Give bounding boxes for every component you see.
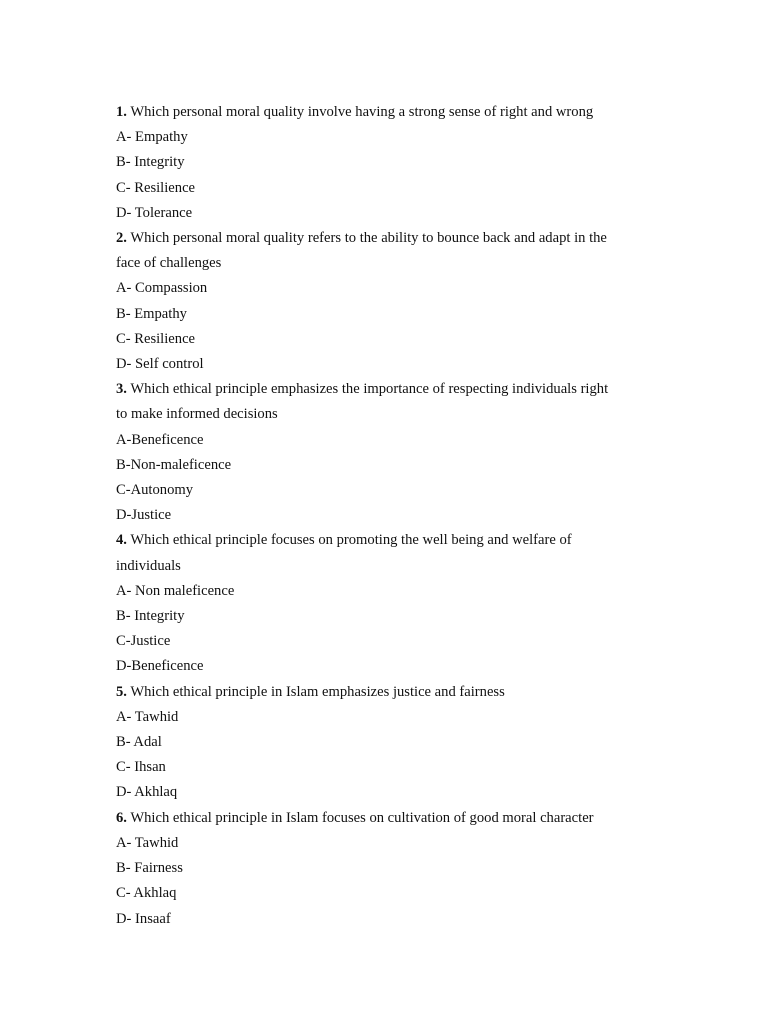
answer-option: C- Akhlaq bbox=[116, 885, 177, 902]
answer-option: A- Empathy bbox=[116, 129, 188, 146]
answer-option: D- Tolerance bbox=[116, 204, 193, 221]
question-number: 6. bbox=[116, 809, 127, 826]
question-number: 1. bbox=[116, 104, 127, 120]
answer-option: D-Justice bbox=[116, 507, 172, 524]
answer-option: C- Resilience bbox=[116, 330, 196, 347]
answer-option: B- Empathy bbox=[116, 305, 187, 322]
answer-option: A- Non maleficence bbox=[116, 582, 235, 599]
question-text-continued: individuals bbox=[116, 557, 181, 574]
answer-option: B- Adal bbox=[116, 734, 162, 751]
question-number: 5. bbox=[116, 683, 127, 700]
question-1 bbox=[116, 100, 646, 125]
answer-option: B- Integrity bbox=[116, 608, 185, 625]
answer-option: C-Autonomy bbox=[116, 482, 194, 499]
question-number: 2. bbox=[116, 230, 127, 247]
answer-option: B- Fairness bbox=[116, 860, 183, 877]
question-text: Which ethical principle in Islam emphasizes justice and fairness bbox=[130, 683, 505, 700]
answer-option: A-Beneficence bbox=[116, 431, 204, 448]
answer-option: A- Tawhid bbox=[116, 834, 179, 851]
answer-option: C-Justice bbox=[116, 633, 171, 650]
answer-option: D- Insaaf bbox=[116, 910, 171, 927]
question-3 bbox=[116, 377, 646, 402]
answer-option: A- Compassion bbox=[116, 280, 208, 297]
question-2 bbox=[116, 226, 646, 251]
question-5 bbox=[116, 680, 646, 705]
answer-option: A- Tawhid bbox=[116, 708, 179, 725]
question-6 bbox=[116, 806, 646, 831]
question-number: 3. bbox=[116, 381, 127, 398]
question-text: Which personal moral quality involve having a strong sense of right and wrong bbox=[130, 104, 594, 120]
answer-option: C- Ihsan bbox=[116, 759, 166, 776]
answer-option: D- Self control bbox=[116, 356, 204, 373]
quiz-document bbox=[116, 100, 646, 932]
question-text-continued: face of challenges bbox=[116, 255, 222, 272]
question-4 bbox=[116, 528, 646, 553]
answer-option: C- Resilience bbox=[116, 179, 196, 196]
answer-option: B-Non-maleficence bbox=[116, 456, 232, 473]
question-text-continued: to make informed decisions bbox=[116, 406, 278, 423]
answer-option: D- Akhlaq bbox=[116, 784, 178, 801]
question-text: Which ethical principle focuses on promoting the well being and welfare of bbox=[130, 532, 572, 549]
question-text: Which ethical principle in Islam focuses on cultivation of good moral character bbox=[130, 809, 594, 826]
answer-option: B- Integrity bbox=[116, 154, 185, 171]
question-text: Which personal moral quality refers to the ability to bounce back and adapt in the bbox=[130, 230, 607, 247]
answer-option: D-Beneficence bbox=[116, 658, 204, 675]
question-text: Which ethical principle emphasizes the importance of respecting individuals right bbox=[130, 381, 609, 398]
question-number: 4. bbox=[116, 532, 127, 549]
